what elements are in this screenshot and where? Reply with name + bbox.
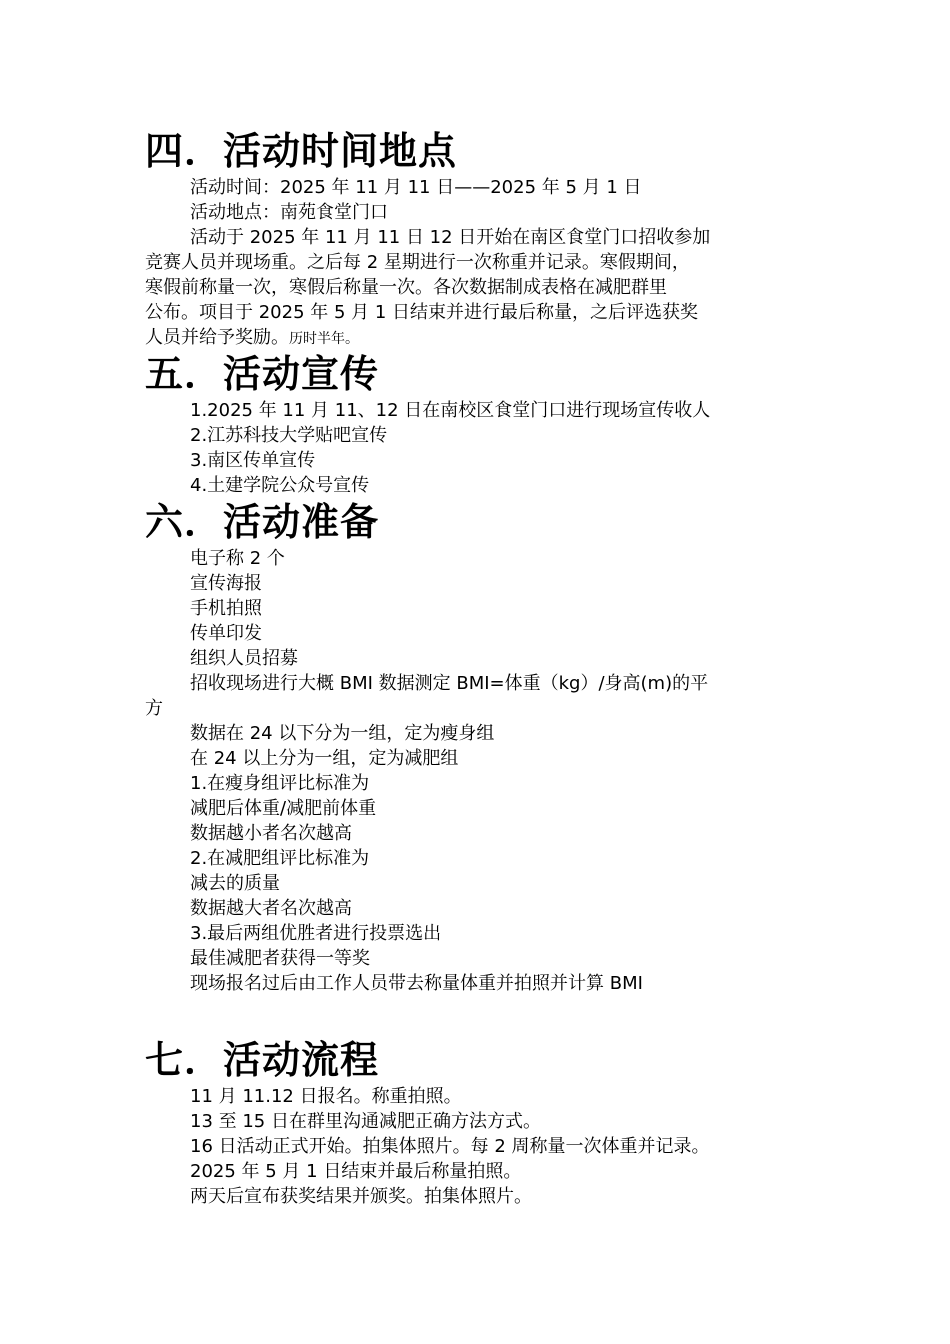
section-heading-process: 七．活动流程 — [145, 1037, 380, 1082]
list-item: 宣传海报 — [190, 573, 262, 594]
list-item: 减肥后体重/减肥前体重 — [190, 798, 377, 819]
list-item: 11 月 11.12 日报名。称重拍照。 — [190, 1086, 462, 1107]
list-item: 最佳减肥者获得一等奖 — [190, 948, 370, 969]
list-item: 3.南区传单宣传 — [190, 450, 316, 471]
list-item: 13 至 15 日在群里沟通减肥正确方法方式。 — [190, 1111, 541, 1132]
paragraph-line — [145, 325, 813, 350]
list-item: 组织人员招募 — [190, 648, 298, 669]
list-item: 1.在瘦身组评比标准为 — [190, 773, 370, 794]
list-item: 2.在减肥组评比标准为 — [190, 848, 370, 869]
list-item: 电子称 2 个 — [190, 548, 285, 569]
section-heading-preparation: 六．活动准备 — [145, 499, 380, 544]
section-heading-publicity: 五．活动宣传 — [145, 351, 380, 396]
section-heading-time-place: 四．活动时间地点 — [145, 128, 458, 173]
list-item: 2025 年 5 月 1 日结束并最后称量拍照。 — [190, 1161, 522, 1182]
list-item: 4.土建学院公众号宣传 — [190, 475, 370, 496]
list-item: 16 日活动正式开始。拍集体照片。每 2 周称量一次体重并记录。 — [190, 1136, 710, 1157]
paragraph-small-text: 历时半年。 — [289, 331, 359, 347]
list-item: 手机拍照 — [190, 598, 262, 619]
paragraph-line: 活动时间：2025 年 11 月 11 日——2025 年 5 月 1 日 — [190, 177, 642, 198]
paragraph-line: 竞赛人员并现场重。之后每 2 星期进行一次称重并记录。寒假期间， — [145, 252, 690, 273]
list-item: 传单印发 — [190, 623, 262, 644]
list-item: 在 24 以上分为一组，定为减肥组 — [190, 748, 459, 769]
paragraph-line: 活动于 2025 年 11 月 11 日 12 日开始在南区食堂门口招收参加 — [190, 227, 711, 248]
list-item: 2.江苏科技大学贴吧宣传 — [190, 425, 388, 446]
paragraph-line: 方 — [145, 698, 163, 719]
document-content — [145, 127, 813, 1209]
paragraph-line: 公布。项目于 2025 年 5 月 1 日结束并进行最后称量，之后评选获奖 — [145, 302, 699, 323]
blank-paragraph — [145, 996, 813, 1036]
list-item: 招收现场进行大概 BMI 数据测定 BMI=体重（kg）/身高(m)的平 — [190, 673, 709, 694]
list-item: 数据越小者名次越高 — [190, 823, 352, 844]
list-item: 现场报名过后由工作人员带去称量体重并拍照并计算 BMI — [190, 973, 643, 994]
list-item: 减去的质量 — [190, 873, 280, 894]
paragraph-line: 活动地点：南苑食堂门口 — [190, 202, 388, 223]
list-item: 1.2025 年 11 月 11、12 日在南校区食堂门口进行现场宣传收人 — [190, 400, 711, 421]
list-item: 3.最后两组优胜者进行投票选出 — [190, 923, 442, 944]
list-item: 两天后宣布获奖结果并颁奖。拍集体照片。 — [190, 1186, 532, 1207]
list-item: 数据越大者名次越高 — [190, 898, 352, 919]
list-item: 数据在 24 以下分为一组，定为瘦身组 — [190, 723, 495, 744]
paragraph-text: 人员并给予奖励。 — [145, 327, 289, 348]
paragraph-line: 寒假前称量一次，寒假后称量一次。各次数据制成表格在减肥群里 — [145, 277, 667, 298]
